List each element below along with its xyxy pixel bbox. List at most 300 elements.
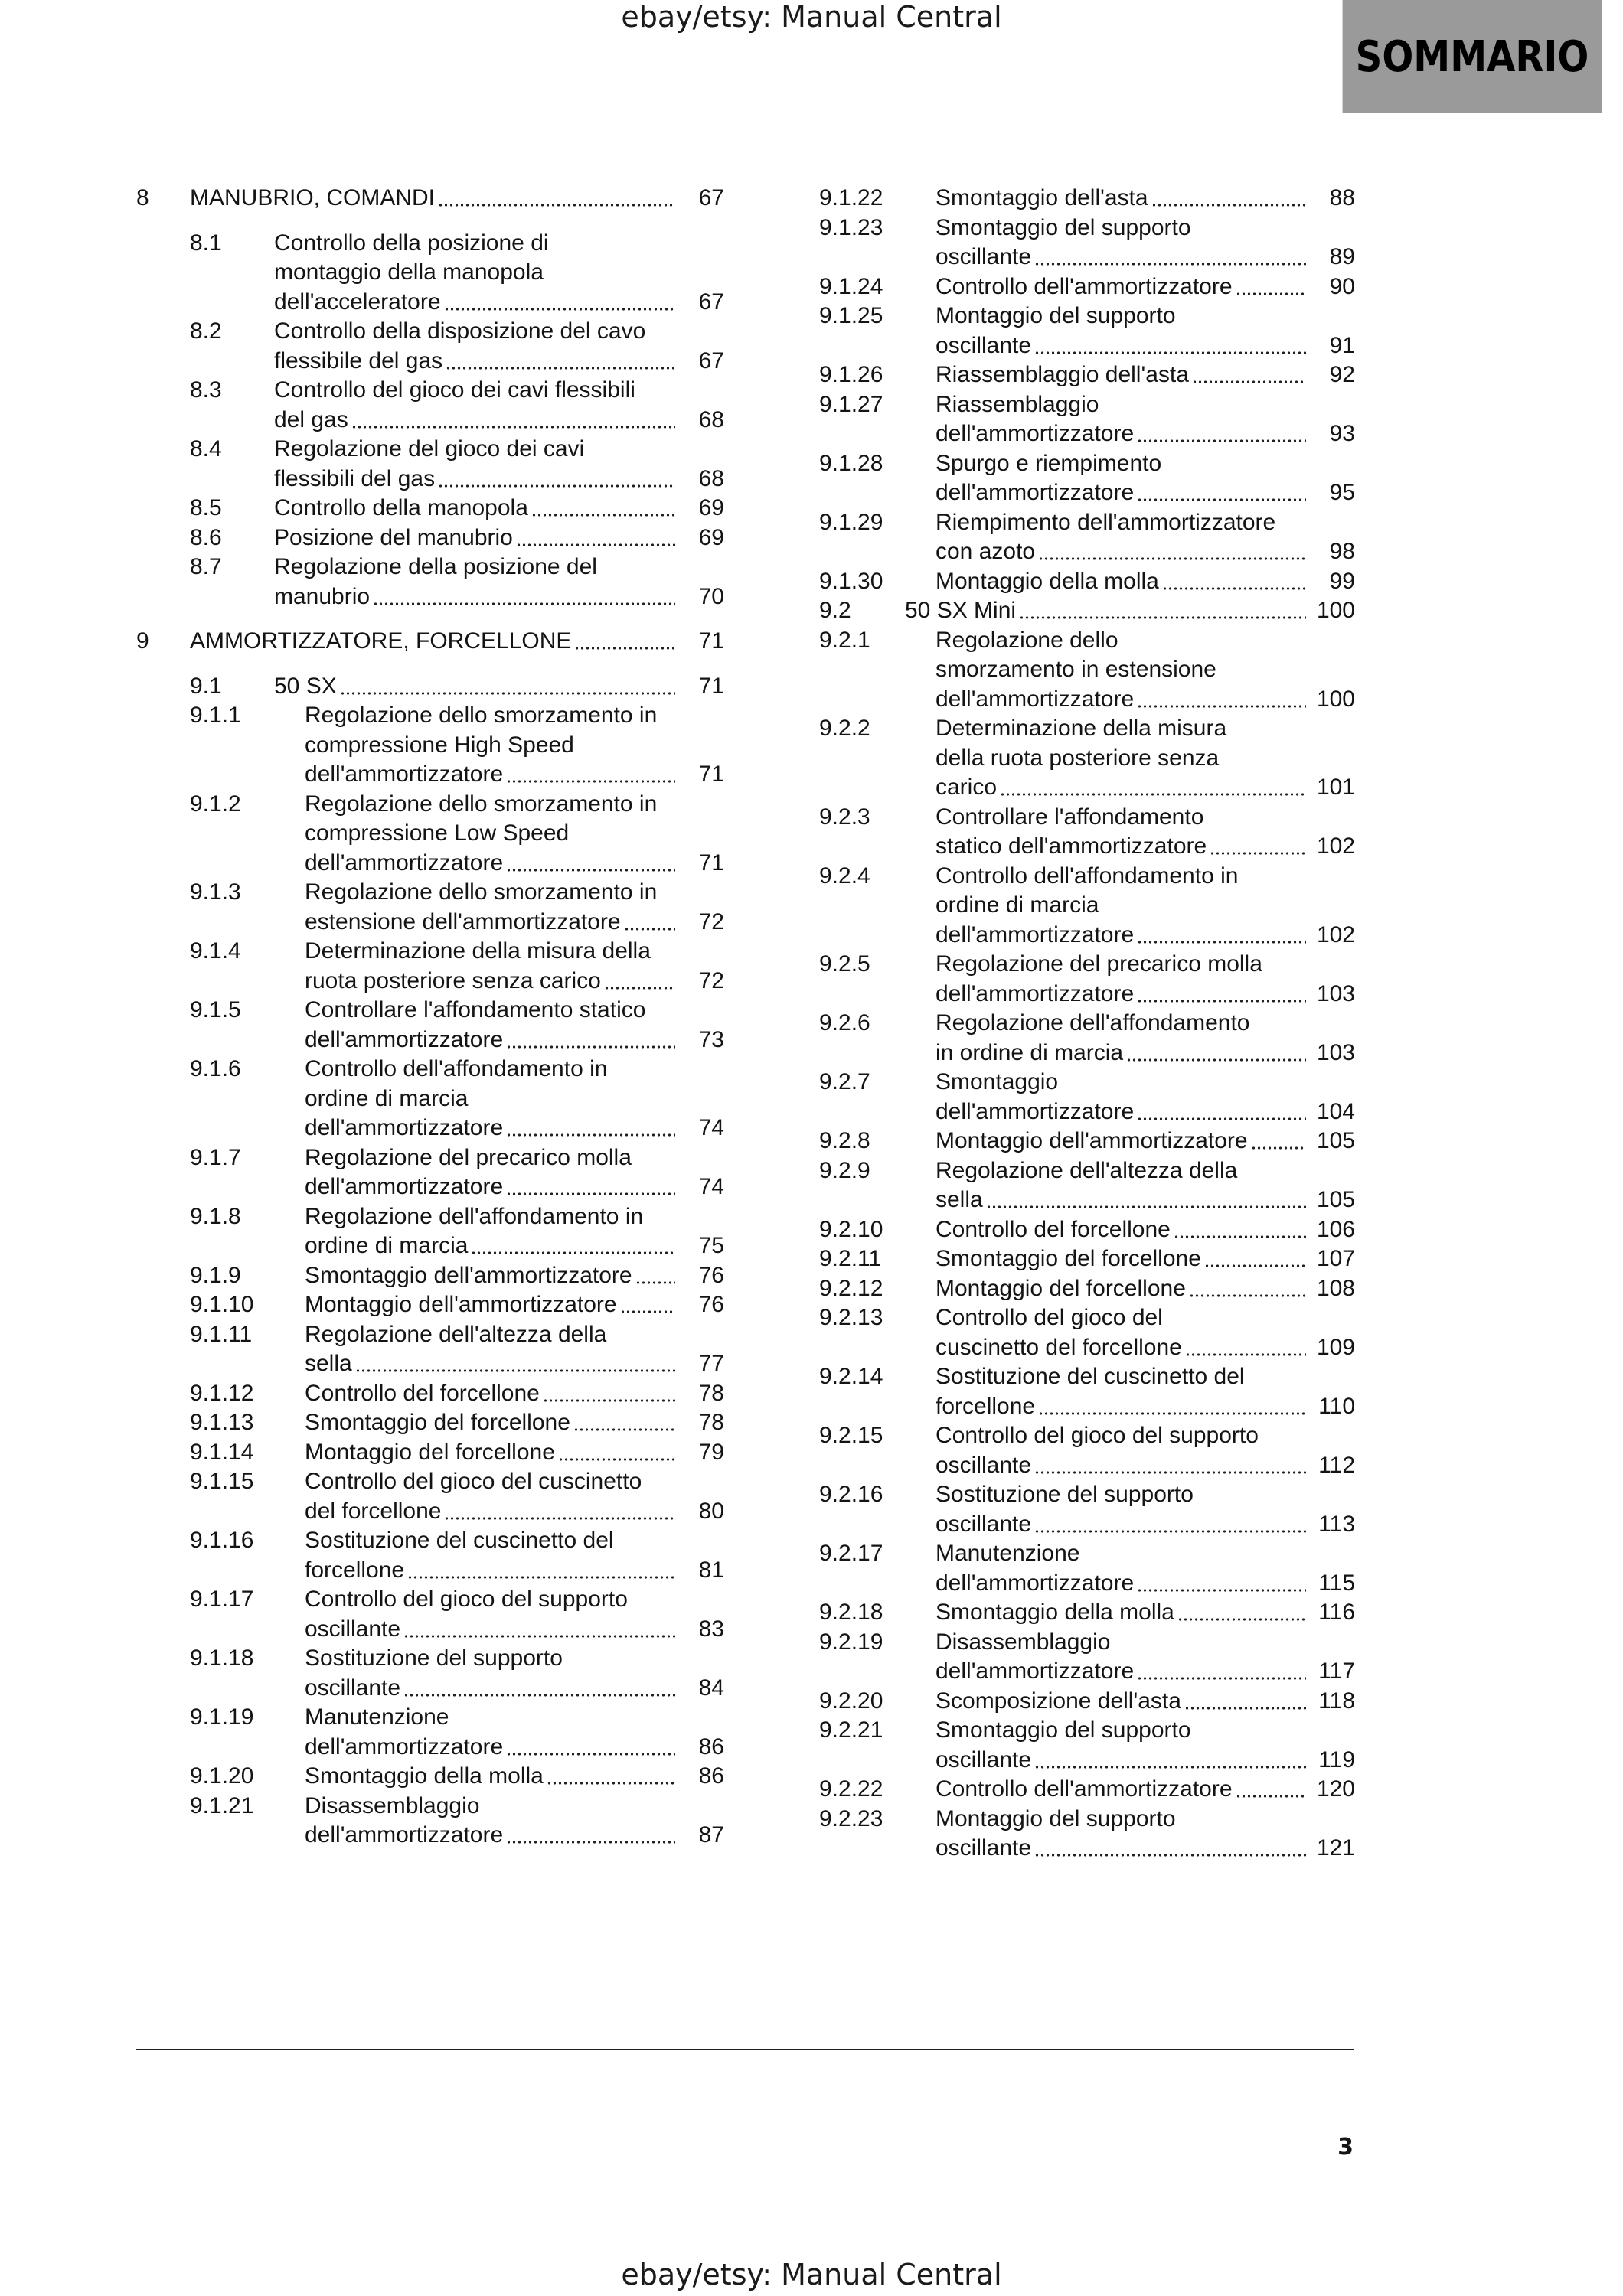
toc-entry-page: 73: [698, 1026, 724, 1052]
toc-entry-number: 9.1.2: [190, 791, 241, 817]
toc-entry[interactable]: [136, 1290, 724, 1320]
toc-dot-leader: [1034, 331, 1306, 361]
toc-entry-title-line: Smontaggio del forcellone: [305, 1410, 570, 1435]
toc-entry[interactable]: [819, 272, 1355, 302]
toc-entry[interactable]: [136, 229, 724, 318]
toc-entry[interactable]: [136, 1143, 724, 1202]
toc-entry[interactable]: [136, 878, 724, 937]
toc-dot-leader: [516, 523, 675, 553]
toc-entry-number: 9.2.7: [819, 1069, 870, 1094]
toc-entry-number: 8: [136, 185, 149, 210]
toc-entry-title-line: 50 SX: [274, 673, 337, 699]
toc-entry-number: 9.2.16: [819, 1482, 883, 1507]
toc-entry-page: 75: [698, 1233, 724, 1258]
toc-entry-page: 77: [698, 1351, 724, 1376]
toc-entry[interactable]: [136, 1585, 724, 1644]
toc-entry[interactable]: [136, 1467, 724, 1526]
toc-entry-title-line: sella: [305, 1351, 352, 1376]
toc-entry-page: 105: [1316, 1128, 1355, 1153]
toc-dot-leader: [573, 1408, 675, 1438]
toc-entry-page: 67: [698, 289, 724, 315]
toc-entry-number: 9.1.9: [190, 1262, 241, 1288]
toc-dot-leader: [1210, 832, 1306, 862]
toc-entry-number: 9.2.11: [819, 1246, 882, 1271]
toc-entry[interactable]: [136, 1703, 724, 1762]
toc-dot-leader: [1034, 1451, 1306, 1481]
toc-entry[interactable]: [819, 1274, 1355, 1304]
toc-entry[interactable]: [819, 596, 1355, 626]
toc-entry-page: 91: [1329, 332, 1355, 358]
toc-entry-number: 9.1.30: [819, 568, 883, 594]
toc-dot-leader: [986, 1186, 1306, 1215]
toc-entry-title-line: Riempimento dell'ammortizzatore: [936, 509, 1276, 535]
toc-entry[interactable]: [819, 1539, 1355, 1598]
toc-entry-title-line: dell'ammortizzatore: [936, 421, 1135, 446]
toc-entry-title-line: Sostituzione del supporto: [305, 1645, 563, 1671]
toc-entry-title-line: ordine di marcia: [936, 892, 1099, 918]
toc-entry-title-line: Montaggio dell'ammortizzatore: [305, 1292, 617, 1317]
toc-entry[interactable]: [136, 937, 724, 996]
toc-entry[interactable]: [819, 390, 1355, 449]
toc-entry-number: 9.1.21: [190, 1792, 254, 1818]
toc-dot-leader: [1126, 1039, 1306, 1068]
toc-dot-leader: [373, 582, 675, 612]
toc-entry[interactable]: [136, 1320, 724, 1379]
toc-entry-title-line: flessibili del gas: [274, 465, 436, 491]
toc-entry-number: 9.2.1: [819, 627, 870, 653]
toc-entry[interactable]: [819, 1362, 1355, 1421]
toc-entry-page: 76: [698, 1262, 724, 1288]
toc-dot-leader: [558, 1438, 675, 1468]
toc-entry-title-line: dell'ammortizzatore: [936, 1570, 1135, 1596]
toc-entry-page: 108: [1316, 1275, 1355, 1301]
toc-entry-number: 9.1.29: [819, 509, 883, 535]
toc-entry-title-line: oscillante: [305, 1616, 401, 1642]
toc-entry-page: 104: [1316, 1098, 1355, 1124]
toc-entry-title-line: dell'ammortizzatore: [305, 850, 504, 876]
toc-dot-leader: [1204, 1244, 1306, 1274]
toc-entry-page: 103: [1316, 980, 1355, 1006]
toc-dot-leader: [604, 967, 675, 996]
section-title-tab: SOMMARIO: [1343, 0, 1602, 113]
toc-entry-number: 9.1.10: [190, 1292, 254, 1317]
toc-entry[interactable]: [819, 508, 1355, 567]
toc-dot-leader: [547, 1762, 675, 1792]
toc-dot-leader: [1034, 243, 1306, 272]
toc-entry[interactable]: [819, 567, 1355, 597]
toc-entry-number: 9.1.22: [819, 185, 883, 210]
toc-dot-leader: [403, 1615, 675, 1645]
toc-dot-leader: [506, 849, 675, 879]
toc-entry-page: 79: [698, 1439, 724, 1465]
toc-entry[interactable]: [819, 1068, 1355, 1127]
toc-entry-title-line: Regolazione dell'altezza della: [936, 1157, 1238, 1183]
toc-entry-number: 9.1.7: [190, 1144, 241, 1170]
toc-entry-title-line: Sostituzione del cuscinetto del: [936, 1364, 1245, 1389]
toc-entry-number: 9.1.15: [190, 1469, 254, 1494]
toc-entry[interactable]: [136, 996, 724, 1055]
toc-entry-title-line: Controllo del forcellone: [936, 1216, 1171, 1242]
toc-entry-page: 69: [698, 524, 724, 550]
toc-entry-page: 74: [698, 1174, 724, 1199]
toc-dot-leader: [1034, 1746, 1306, 1776]
toc-entry-number: 9.2.8: [819, 1128, 870, 1153]
toc-entry[interactable]: [136, 376, 724, 435]
toc-entry-title-line: Controllo del gioco del supporto: [305, 1587, 628, 1612]
toc-entry-page: 71: [698, 850, 724, 876]
toc-entry[interactable]: [819, 1628, 1355, 1687]
toc-entry[interactable]: [136, 523, 724, 553]
toc-entry-page: 109: [1316, 1334, 1355, 1360]
toc-entry-page: 72: [698, 967, 724, 993]
toc-entry-title-line: della ruota posteriore senza: [936, 745, 1220, 771]
toc-entry[interactable]: [819, 1687, 1355, 1717]
toc-dot-leader: [444, 1497, 675, 1527]
toc-dot-leader: [1184, 1687, 1306, 1717]
toc-entry-title-line: estensione dell'ammortizzatore: [305, 908, 621, 934]
toc-entry-title-line: forcellone: [936, 1393, 1036, 1419]
toc-entry-title-line: in ordine di marcia: [936, 1039, 1124, 1065]
toc-entry-title-line: Controllo dell'ammortizzatore: [936, 1776, 1233, 1802]
toc-entry-title-line: dell'ammortizzatore: [936, 921, 1135, 947]
toc-entry-title-line: Regolazione dello smorzamento in: [305, 791, 658, 817]
toc-dot-leader: [1137, 1657, 1306, 1687]
toc-entry-title-line: oscillante: [936, 244, 1032, 269]
toc-entry-title-line: Regolazione dell'affondamento in: [305, 1203, 644, 1229]
toc-entry-number: 8.3: [190, 377, 222, 403]
toc-entry[interactable]: [819, 626, 1355, 715]
toc-entry-number: 9.2.19: [819, 1629, 883, 1655]
toc-entry-title-line: cuscinetto del forcellone: [936, 1334, 1182, 1360]
toc-entry-number: 8.4: [190, 436, 222, 461]
toc-entry-page: 68: [698, 406, 724, 432]
toc-entry[interactable]: [136, 627, 724, 657]
toc-entry-title-line: compressione Low Speed: [305, 820, 570, 846]
toc-entry-title-line: Regolazione dello: [936, 627, 1118, 653]
toc-entry[interactable]: [819, 184, 1355, 214]
toc-entry-title-line: statico dell'ammortizzatore: [936, 833, 1207, 859]
toc-entry-title-line: Determinazione della misura della: [305, 938, 651, 964]
toc-dot-leader: [1236, 1775, 1306, 1805]
toc-dot-leader: [438, 465, 675, 494]
toc-dot-leader: [403, 1674, 675, 1704]
toc-entry-number: 9.2.10: [819, 1216, 883, 1242]
toc-entry-title-line: dell'ammortizzatore: [936, 980, 1135, 1006]
toc-entry-title-line: Sostituzione del cuscinetto del: [305, 1528, 614, 1553]
toc-entry[interactable]: [136, 1055, 724, 1143]
toc-entry[interactable]: [819, 360, 1355, 390]
toc-entry-number: 9.1.19: [190, 1704, 254, 1730]
toc-entry-title-line: Regolazione dello smorzamento in: [305, 879, 658, 905]
toc-dot-leader: [355, 1349, 675, 1379]
toc-entry-title-line: Manutenzione: [305, 1704, 449, 1730]
toc-entry[interactable]: [136, 672, 724, 702]
toc-entry-page: 117: [1318, 1658, 1355, 1684]
toc-entry-title-line: Regolazione del precarico molla: [305, 1144, 632, 1170]
toc-entry-title-line: Montaggio del forcellone: [305, 1439, 555, 1465]
toc-entry-title-line: oscillante: [936, 1452, 1032, 1478]
toc-dot-leader: [543, 1379, 675, 1409]
watermark-top: ebay/etsy: Manual Central: [621, 0, 1002, 34]
toc-entry-title-line: oscillante: [305, 1675, 401, 1701]
toc-entry-title-line: montaggio della manopola: [274, 259, 544, 285]
toc-entry[interactable]: [136, 1644, 724, 1703]
toc-entry-page: 89: [1329, 244, 1355, 269]
toc-dot-leader: [1137, 980, 1306, 1009]
toc-entry-number: 9.2.2: [819, 716, 870, 741]
toc-entry-title-line: oscillante: [936, 1511, 1032, 1537]
toc-entry[interactable]: [136, 1762, 724, 1792]
toc-entry-number: 8.2: [190, 318, 222, 344]
toc-entry-title-line: Spurgo e riempimento: [936, 450, 1162, 476]
toc-entry-title-line: Riassemblaggio dell'asta: [936, 362, 1189, 387]
toc-entry-title-line: flessibile del gas: [274, 347, 443, 373]
toc-dot-leader: [506, 1821, 675, 1851]
toc-column-left: [136, 184, 724, 1851]
toc-entry[interactable]: [819, 302, 1355, 360]
toc-entry[interactable]: [819, 1156, 1355, 1215]
toc-entry-page: 102: [1316, 833, 1355, 859]
toc-entry-title-line: Determinazione della misura: [936, 716, 1227, 741]
toc-entry-page: 121: [1316, 1835, 1355, 1861]
toc-entry-title-line: Smontaggio della molla: [936, 1600, 1174, 1625]
toc-entry[interactable]: [136, 553, 724, 612]
toc-dot-leader: [1162, 567, 1306, 597]
toc-entry-title-line: Smontaggio della molla: [305, 1763, 544, 1789]
toc-entry-title-line: oscillante: [936, 332, 1032, 358]
toc-entry-page: 84: [698, 1675, 724, 1701]
toc-entry-title-line: Controllare l'affondamento statico: [305, 997, 646, 1022]
toc-dot-leader: [1174, 1215, 1306, 1245]
toc-entry-title-line: Controllo del gioco dei cavi flessibili: [274, 377, 635, 403]
toc-entry-number: 9.1.26: [819, 362, 883, 387]
toc-dot-leader: [1038, 1392, 1306, 1422]
toc-entry-page: 69: [698, 495, 724, 520]
toc-entry[interactable]: [819, 1775, 1355, 1805]
toc-entry[interactable]: [136, 1408, 724, 1438]
toc-entry-number: 8.1: [190, 230, 222, 256]
toc-dot-leader: [446, 347, 675, 377]
toc-entry-title-line: Regolazione del gioco dei cavi: [274, 436, 585, 461]
toc-entry[interactable]: [136, 1261, 724, 1291]
toc-entry-title-line: Controllo del forcellone: [305, 1380, 540, 1406]
toc-entry-title-line: dell'ammortizzatore: [305, 1733, 504, 1760]
toc-entry[interactable]: [136, 1526, 724, 1585]
toc-dot-leader: [1192, 360, 1306, 390]
toc-dot-leader: [407, 1556, 675, 1586]
toc-dot-leader: [1137, 1569, 1306, 1599]
toc-entry[interactable]: [136, 1792, 724, 1851]
toc-entry-number: 9.1.8: [190, 1203, 241, 1229]
toc-entry[interactable]: [136, 790, 724, 879]
toc-entry-title-line: Montaggio dell'ammortizzatore: [936, 1128, 1248, 1153]
toc-entry-page: 106: [1316, 1216, 1355, 1242]
toc-dot-leader: [506, 1026, 675, 1055]
toc-entry-number: 9.1.4: [190, 938, 241, 964]
toc-entry-number: 9.2.14: [819, 1364, 883, 1389]
toc-entry-title-line: dell'ammortizzatore: [936, 1098, 1135, 1124]
toc-dot-leader: [506, 1733, 675, 1763]
toc-entry-page: 71: [698, 673, 724, 699]
toc-entry-page: 99: [1329, 568, 1355, 594]
toc-entry-title-line: Regolazione della posizione del: [274, 554, 597, 579]
toc-dot-leader: [340, 672, 675, 702]
toc-entry[interactable]: [819, 1421, 1355, 1480]
toc-entry-number: 9.1.24: [819, 273, 883, 299]
toc-entry-number: 9: [136, 628, 149, 654]
toc-entry[interactable]: [819, 1303, 1355, 1362]
toc-entry[interactable]: [136, 1438, 724, 1468]
toc-entry-title-line: dell'ammortizzatore: [936, 1658, 1135, 1684]
toc-entry-title-line: Disassemblaggio: [936, 1629, 1111, 1655]
toc-dot-leader: [1019, 596, 1306, 626]
toc-entry-number: 9.2.23: [819, 1805, 883, 1831]
toc-entry-number: 9.1.1: [190, 703, 241, 728]
toc-entry-title-line: oscillante: [936, 1835, 1032, 1861]
toc-entry[interactable]: [819, 1127, 1355, 1156]
toc-dot-leader: [1034, 1834, 1306, 1864]
toc-entry-title-line: Disassemblaggio: [305, 1792, 480, 1818]
toc-entry-number: 9.2.20: [819, 1688, 883, 1714]
toc-entry-title-line: compressione High Speed: [305, 732, 574, 758]
toc-entry-page: 98: [1329, 539, 1355, 564]
toc-entry-number: 9.1.28: [819, 450, 883, 476]
toc-entry-number: 9.2.9: [819, 1157, 870, 1183]
toc-entry[interactable]: [819, 714, 1355, 803]
toc-entry-title-line: dell'ammortizzatore: [305, 1822, 504, 1848]
toc-entry-title-line: dell'ammortizzatore: [305, 762, 504, 787]
page-number: 3: [1337, 2134, 1354, 2161]
toc-entry-number: 9.1.6: [190, 1056, 241, 1081]
footer-divider: [136, 2049, 1354, 2050]
toc-entry-page: 107: [1316, 1246, 1355, 1271]
toc-entry-title-line: 50 SX Mini: [905, 598, 1017, 623]
toc-entry-page: 95: [1329, 480, 1355, 505]
toc-entry[interactable]: [819, 449, 1355, 508]
toc-entry-page: 71: [698, 762, 724, 787]
toc-entry-page: 68: [698, 465, 724, 491]
toc-entry-number: 9.2.22: [819, 1776, 883, 1802]
toc-entry[interactable]: [819, 1805, 1355, 1864]
toc-entry[interactable]: [819, 950, 1355, 1009]
toc-entry-number: 8.5: [190, 495, 222, 520]
toc-entry[interactable]: [819, 1215, 1355, 1245]
toc-entry-title-line: Smontaggio: [936, 1069, 1059, 1094]
toc-entry-page: 90: [1329, 273, 1355, 299]
toc-entry-page: 80: [698, 1498, 724, 1524]
toc-entry[interactable]: [136, 184, 724, 214]
toc-entry-title-line: forcellone: [305, 1557, 405, 1583]
toc-entry-title-line: Smontaggio del supporto: [936, 1717, 1191, 1743]
toc-entry-page: 113: [1318, 1511, 1355, 1537]
toc-entry-number: 9.1.27: [819, 391, 883, 417]
toc-entry-number: 9.1.3: [190, 879, 241, 905]
toc-entry-title-line: Montaggio del supporto: [936, 303, 1176, 328]
toc-entry-number: 9.1.12: [190, 1380, 254, 1406]
toc-entry-title-line: Montaggio del supporto: [936, 1805, 1176, 1831]
toc-entry-number: 9.1.5: [190, 997, 241, 1022]
toc-dot-leader: [1137, 478, 1306, 508]
toc-dot-leader: [1236, 272, 1306, 302]
toc-entry[interactable]: [819, 803, 1355, 862]
toc-entry[interactable]: [819, 1598, 1355, 1628]
toc-entry[interactable]: [819, 1480, 1355, 1539]
toc-dot-leader: [635, 1261, 675, 1291]
toc-entry-page: 120: [1316, 1776, 1355, 1802]
toc-entry-title-line: Smontaggio del forcellone: [936, 1246, 1201, 1271]
toc-entry[interactable]: [819, 1244, 1355, 1274]
toc-entry-number: 9.2.15: [819, 1423, 883, 1448]
toc-entry-page: 101: [1316, 775, 1355, 800]
toc-entry-number: 9.2.3: [819, 804, 870, 830]
toc-entry[interactable]: [136, 435, 724, 494]
toc-entry-title-line: Controllo dell'affondamento in: [936, 863, 1239, 889]
toc-entry-number: 9.2.5: [819, 951, 870, 977]
toc-entry-page: 115: [1318, 1570, 1355, 1596]
toc-entry-title-line: dell'ammortizzatore: [936, 480, 1135, 505]
toc-entry[interactable]: [819, 862, 1355, 951]
toc-entry-title-line: Smontaggio dell'asta: [936, 185, 1148, 210]
toc-entry-title-line: Regolazione del precarico molla: [936, 951, 1262, 977]
toc-dot-leader: [574, 627, 675, 657]
toc-entry-number: 9.2: [819, 598, 851, 623]
toc-entry-page: 86: [698, 1733, 724, 1760]
toc-entry-page: 110: [1318, 1393, 1355, 1419]
toc-entry-page: 102: [1316, 921, 1355, 947]
toc-entry[interactable]: [819, 1716, 1355, 1775]
toc-entry-number: 9.1.18: [190, 1645, 254, 1671]
toc-entry[interactable]: [136, 1202, 724, 1261]
toc-entry-title-line: manubrio: [274, 583, 371, 609]
toc-entry-number: 9.2.21: [819, 1717, 883, 1743]
toc-entry-title-line: Controllo dell'ammortizzatore: [936, 273, 1233, 299]
toc-entry-title-line: dell'ammortizzatore: [305, 1026, 504, 1052]
toc-entry-title-line: MANUBRIO, COMANDI: [190, 185, 436, 210]
toc-dot-leader: [1137, 419, 1306, 449]
toc-entry-title-line: Montaggio del forcellone: [936, 1275, 1186, 1301]
toc-entry-page: 81: [698, 1557, 724, 1583]
toc-dot-leader: [1189, 1274, 1306, 1304]
toc-entry-title-line: dell'ammortizzatore: [936, 686, 1135, 712]
toc-entry[interactable]: [819, 1009, 1355, 1068]
toc-entry-title-line: Smontaggio dell'ammortizzatore: [305, 1262, 632, 1288]
toc-entry-title-line: smorzamento in estensione: [936, 657, 1216, 682]
toc-entry[interactable]: [136, 701, 724, 790]
toc-entry-title-line: Controllo della manopola: [274, 495, 528, 520]
toc-dot-leader: [506, 1114, 675, 1143]
toc-entry-number: 8.7: [190, 554, 222, 579]
toc-entry-title-line: Montaggio della molla: [936, 568, 1159, 594]
toc-entry-number: 9.1.11: [190, 1321, 253, 1347]
toc-entry-number: 9.2.13: [819, 1305, 883, 1330]
toc-entry[interactable]: [136, 1379, 724, 1409]
toc-entry-title-line: ruota posteriore senza carico: [305, 967, 601, 993]
toc-entry-page: 119: [1318, 1746, 1355, 1773]
toc-entry-page: 105: [1316, 1187, 1355, 1212]
toc-entry-title-line: carico: [936, 775, 998, 800]
toc-entry-title-line: Controllare l'affondamento: [936, 804, 1204, 830]
toc-entry[interactable]: [136, 494, 724, 523]
toc-entry[interactable]: [136, 317, 724, 376]
toc-entry-title-line: Controllo della posizione di: [274, 230, 549, 256]
toc-entry-title-line: del forcellone: [305, 1498, 442, 1524]
toc-entry-title-line: Scomposizione dell'asta: [936, 1688, 1181, 1714]
toc-entry[interactable]: [819, 214, 1355, 272]
toc-entry-title-line: Controllo della disposizione del cavo: [274, 318, 646, 344]
toc-entry-title-line: ordine di marcia: [305, 1085, 469, 1111]
toc-entry-page: 116: [1318, 1600, 1355, 1625]
toc-dot-leader: [351, 406, 675, 435]
